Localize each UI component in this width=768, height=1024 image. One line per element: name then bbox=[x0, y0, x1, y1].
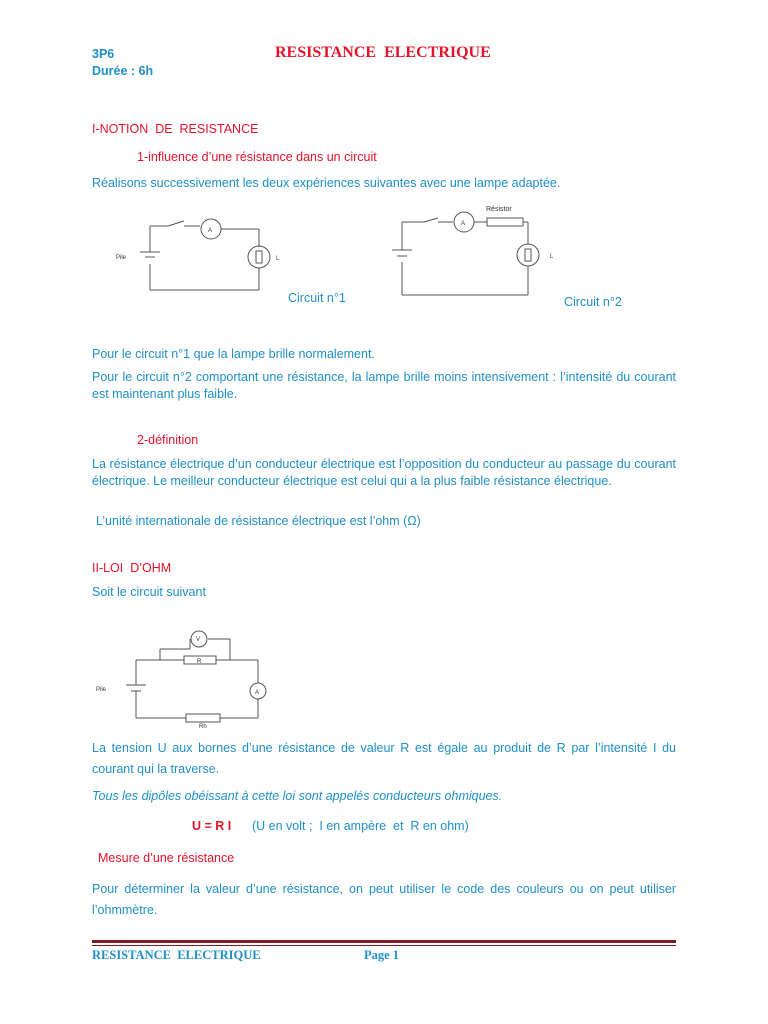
section-heading-1: I-NOTION DE RESISTANCE bbox=[92, 122, 259, 136]
circuit-2-ammeter-label: A bbox=[461, 221, 466, 227]
intro-paragraph: Réalisons successivement les deux expériences suivantes avec une lampe adaptée. bbox=[92, 176, 561, 190]
footer-title: RESISTANCE ELECTRIQUE bbox=[92, 948, 261, 962]
section-heading-2: II-LOI D’OHM bbox=[92, 561, 172, 575]
circuit-3-ammeter-label: A bbox=[255, 690, 260, 696]
ohm-formula: U = R I bbox=[192, 819, 232, 833]
observation-2: Pour le circuit n°2 comportant une résistance, la lampe brille moins intensivement : l’intensité du courant est maintenant plus faible. bbox=[92, 370, 676, 401]
class-code: 3P6 bbox=[92, 47, 115, 61]
observation-1: Pour le circuit n°1 que la lampe brille normalement. bbox=[92, 347, 375, 361]
ohmic-conductors-note: Tous les dipôles obéissant à cette loi sont appelés conducteurs ohmiques. bbox=[92, 789, 503, 803]
circuit-2-lamp-label: L bbox=[550, 254, 554, 260]
subheading-influence: 1-influence d’une résistance dans un circuit bbox=[137, 150, 377, 164]
measure-paragraph: Pour déterminer la valeur d’une résistance, on peut utiliser le code des couleurs ou on peut utiliser l’ohmmètre. bbox=[92, 882, 676, 917]
circuit-3-pile-label: Pile bbox=[96, 687, 107, 693]
footer-rule-thick bbox=[92, 940, 676, 943]
circuit-3-voltmeter-label: V bbox=[196, 637, 201, 643]
ohm-formula-units: (U en volt ; I en ampère et R en ohm) bbox=[252, 819, 469, 833]
circuit-2-diagram bbox=[380, 200, 560, 300]
circuit-1-diagram bbox=[110, 212, 290, 302]
circuit-2-caption: Circuit n°2 bbox=[564, 295, 622, 309]
circuit-1-ammeter-label: A bbox=[208, 228, 213, 234]
circuit-3-resistor-label: R bbox=[197, 659, 202, 665]
unit-paragraph: L’unité internationale de résistance électrique est l’ohm (Ω) bbox=[96, 514, 421, 528]
circuit-1-caption: Circuit n°1 bbox=[288, 291, 346, 305]
footer-page-number: Page 1 bbox=[364, 948, 400, 962]
definition-paragraph: La résistance électrique d’un conducteur électrique est l’opposition du conducteur au passage du courant électrique. Le meilleur conducteur électrique est celui qui a la plus faible résistance électrique. bbox=[92, 457, 676, 488]
circuit-2-resistor-label: Résistor bbox=[486, 206, 512, 213]
measure-heading: Mesure d’une résistance bbox=[98, 851, 235, 865]
circuit-3-diagram bbox=[90, 628, 290, 728]
circuit-1-pile-label: Pile bbox=[116, 255, 127, 261]
subheading-definition: 2-définition bbox=[137, 433, 199, 447]
duration: Durée : 6h bbox=[92, 64, 154, 78]
section-2-intro: Soit le circuit suivant bbox=[92, 585, 206, 599]
circuit-3-rheostat-label: Rh bbox=[199, 724, 207, 728]
footer-rule-thin bbox=[92, 945, 676, 946]
page-title: RESISTANCE ELECTRIQUE bbox=[275, 44, 491, 61]
ohm-law-paragraph: La tension U aux bornes d’une résistance de valeur R est égale au produit de R par l’intensité I du courant qui la traverse. bbox=[92, 741, 676, 776]
circuit-1-lamp-label: L bbox=[276, 256, 280, 262]
